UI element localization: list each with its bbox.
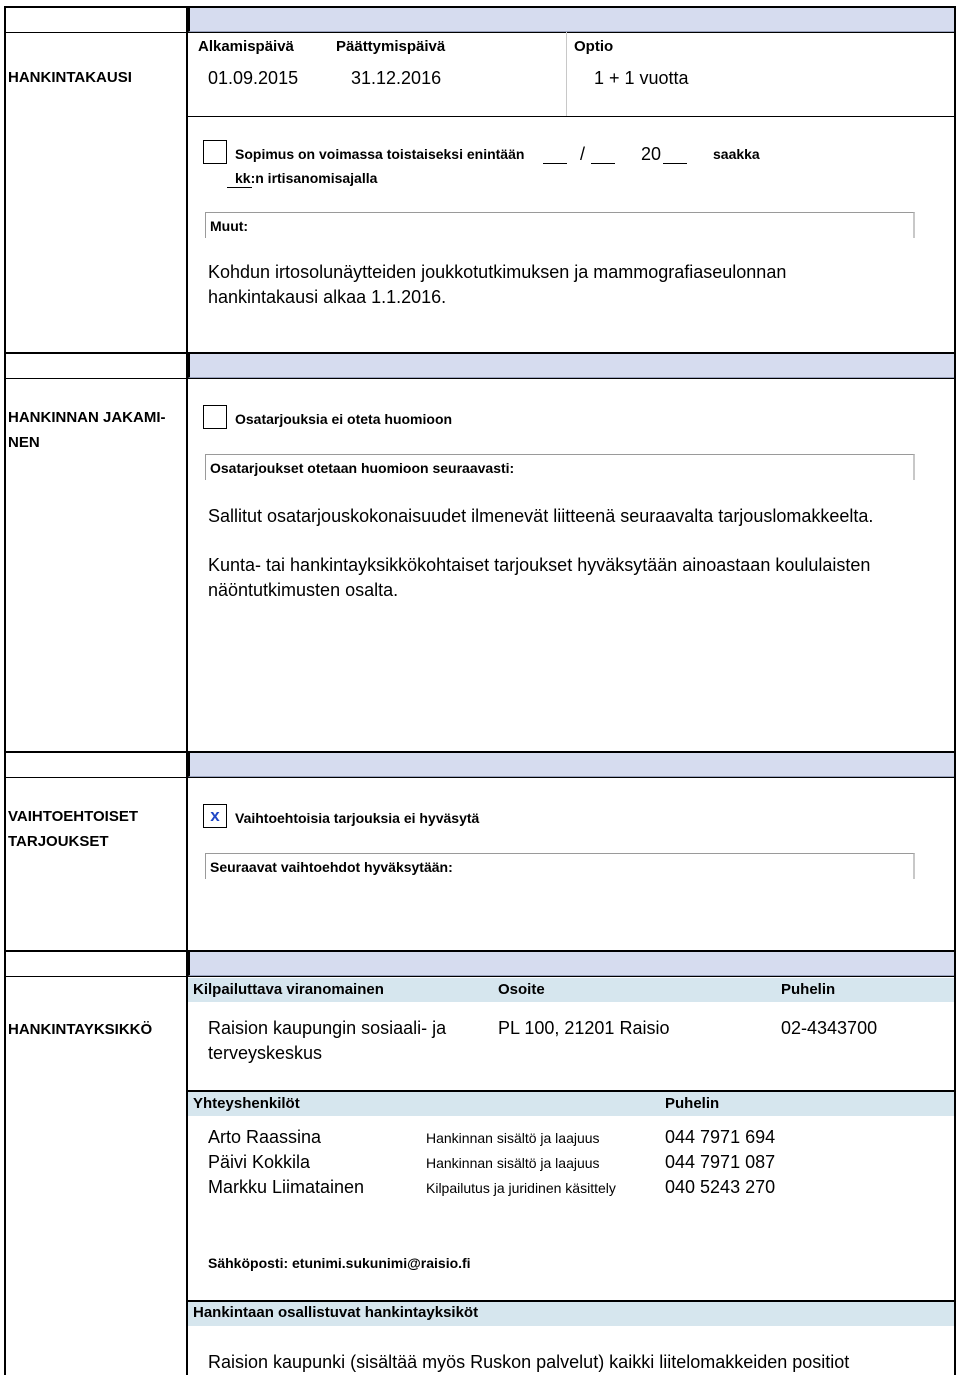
- section-label: HANKINTAKAUSI: [8, 69, 132, 86]
- authority-column-header: Kilpailuttava viranomainen: [193, 981, 384, 998]
- participants-text: Raision kaupunki (sisältää myös Ruskon palvelut) kaikki liitelomakkeiden positiot: [208, 1352, 850, 1372]
- no-partial-bids-checkbox[interactable]: [203, 405, 227, 429]
- section-label: HANKINTAYKSIKKÖ: [8, 1021, 153, 1038]
- partial-bids-field[interactable]: Osatarjoukset otetaan huomioon seuraavasti:: [205, 454, 915, 480]
- no-partial-bids-label: Osatarjouksia ei oteta huomioon: [235, 411, 453, 427]
- month-blank[interactable]: [543, 150, 567, 164]
- start-date-value: 01.09.2015: [208, 68, 299, 88]
- indefinite-contract-checkbox[interactable]: [203, 140, 227, 164]
- slash-text: /: [580, 144, 586, 164]
- muut-field[interactable]: Muut:: [205, 212, 915, 238]
- contact-role: Hankinnan sisältö ja laajuus: [426, 1130, 600, 1146]
- no-alternatives-checkbox[interactable]: x: [203, 804, 227, 828]
- contact-role: Kilpailutus ja juridinen käsittely: [426, 1180, 616, 1196]
- start-date-header: Alkamispäivä: [198, 38, 294, 55]
- phone-value: 02-4343700: [781, 1018, 878, 1038]
- year-prefix: 20: [641, 144, 662, 164]
- contact-phone: 040 5243 270: [665, 1177, 776, 1197]
- contact-name: Markku Liimatainen: [208, 1177, 365, 1197]
- notice-period-text: kk:n irtisanomisajalla: [235, 170, 378, 186]
- option-header: Optio: [574, 38, 614, 55]
- section-vaihtoehtoiset: [4, 751, 956, 951]
- contact-phone: 044 7971 694: [665, 1127, 776, 1147]
- muut-text: Kohdun irtosolunäytteiden joukkotutkimuksen ja mammografiaseulonnan hankintakausi alkaa 1.1.2016.: [208, 262, 787, 307]
- until-text: saakka: [713, 146, 760, 162]
- contacts-phone-header: Puhelin: [665, 1095, 720, 1112]
- section-label-line2: TARJOUKSET: [8, 833, 109, 850]
- section-jakaminen: [4, 352, 956, 752]
- contacts-header-row: [188, 1090, 954, 1116]
- section-header-band: [188, 354, 954, 378]
- address-column-header: Osoite: [498, 981, 545, 998]
- contact-phone: 044 7971 087: [665, 1152, 776, 1172]
- section-hankintayksikko: [4, 950, 956, 1375]
- email-text: Sähköposti: etunimi.sukunimi@raisio.fi: [208, 1255, 471, 1271]
- contact-role: Hankinnan sisältö ja laajuus: [426, 1155, 600, 1171]
- alternatives-field[interactable]: Seuraavat vaihtoehdot hyväksytään:: [205, 853, 915, 879]
- partial-bids-text-2: Kunta- tai hankintayksikkökohtaiset tarjoukset hyväksytään ainoastaan koululaisten näöntutkimusten osalta.: [208, 555, 871, 600]
- page-top-border: [4, 6, 956, 8]
- phone-column-header: Puhelin: [781, 981, 836, 998]
- address-value: PL 100, 21201 Raisio: [498, 1018, 670, 1038]
- indefinite-contract-label: Sopimus on voimassa toistaiseksi enintään: [235, 146, 525, 162]
- end-date-header: Päättymispäivä: [336, 38, 446, 55]
- day-blank[interactable]: [591, 150, 615, 164]
- no-alternatives-label: Vaihtoehtoisia tarjouksia ei hyväsytä: [235, 810, 480, 826]
- section-header-band: [188, 952, 954, 976]
- end-date-value: 31.12.2016: [351, 68, 442, 88]
- year-blank[interactable]: [663, 150, 687, 164]
- section-label-line1: HANKINNAN JAKAMI-: [8, 409, 166, 426]
- section-label-line1: VAIHTOEHTOISET: [8, 808, 139, 825]
- section-header-band: [188, 8, 954, 32]
- participants-header: Hankintaan osallistuvat hankintayksiköt: [193, 1304, 479, 1321]
- partial-bids-text-1: Sallitut osatarjouskokonaisuudet ilmenevät liitteenä seuraavalta tarjouslomakkeelta.: [208, 506, 874, 526]
- contact-name: Arto Raassina: [208, 1127, 322, 1147]
- contact-name: Päivi Kokkila: [208, 1152, 311, 1172]
- section-hankintakausi: [4, 6, 956, 354]
- contacts-header: Yhteyshenkilöt: [193, 1095, 300, 1112]
- section-label-line2: NEN: [8, 434, 40, 451]
- section-header-band: [188, 753, 954, 777]
- authority-value: Raision kaupungin sosiaali- ja terveyskeskus: [208, 1018, 447, 1063]
- option-value: 1 + 1 vuotta: [594, 68, 689, 88]
